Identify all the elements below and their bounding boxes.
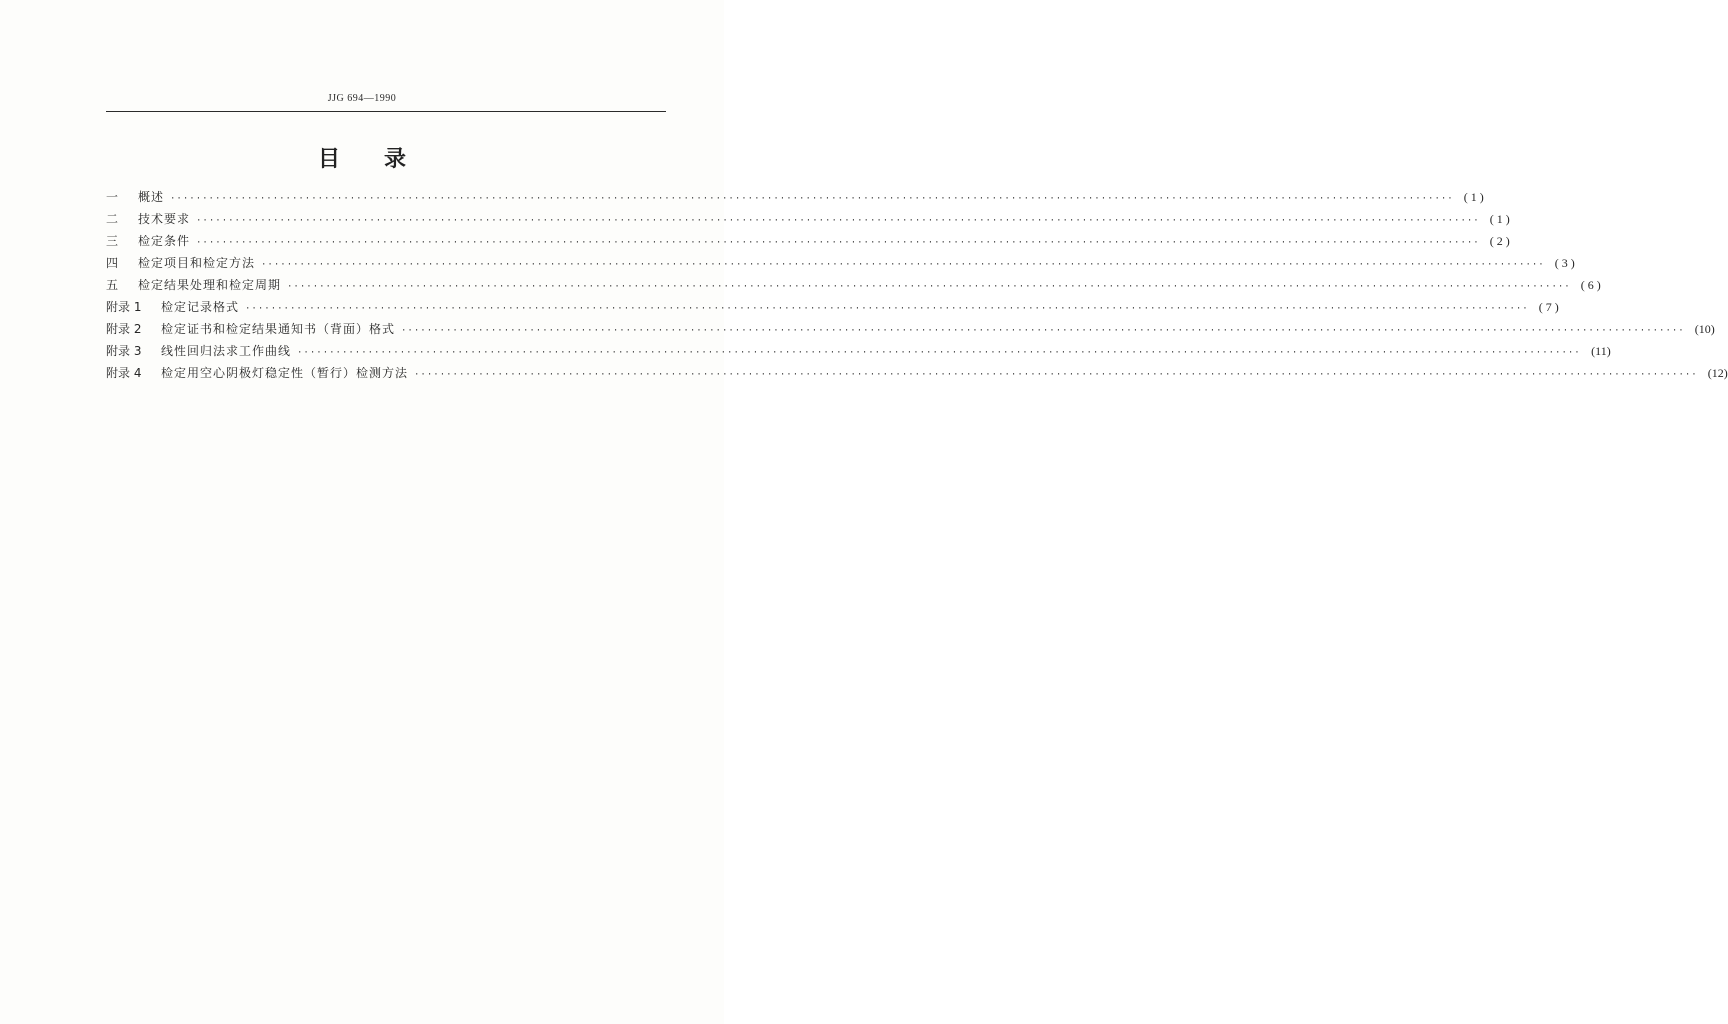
- dot-leader: ········································································································································································································: [196, 238, 1480, 248]
- dot-leader: ········································································································································································································: [170, 194, 1454, 204]
- toc-row-appendix-1[interactable]: [106, 298, 1559, 320]
- toc-page-number: ( 7 ): [1538, 300, 1559, 314]
- toc-title: 检定结果处理和检定周期: [138, 278, 282, 292]
- toc-number: 五: [106, 278, 119, 292]
- toc-row-4[interactable]: [106, 254, 1575, 276]
- toc-title: 概述: [138, 190, 165, 204]
- toc-row-2[interactable]: [106, 210, 1510, 232]
- toc-number: 二: [106, 212, 119, 226]
- toc-row-1[interactable]: [106, 188, 1484, 210]
- dot-leader: ········································································································································································································: [196, 216, 1480, 226]
- toc-page-number: (11): [1591, 344, 1611, 358]
- table-of-contents: [106, 188, 1728, 386]
- toc-page-number: ( 6 ): [1580, 278, 1601, 292]
- dot-leader: ········································································································································································································: [261, 260, 1545, 270]
- toc-number: 三: [106, 234, 119, 248]
- toc-row-appendix-2[interactable]: [106, 320, 1715, 342]
- toc-row-appendix-3[interactable]: [106, 342, 1611, 364]
- toc-title: 检定记录格式: [161, 300, 240, 314]
- dot-leader: ········································································································································································································: [297, 348, 1581, 358]
- toc-number: 附录 2: [106, 322, 142, 336]
- title-char-2: 录: [384, 147, 407, 172]
- dot-leader: ········································································································································································································: [414, 370, 1698, 380]
- page-title: [0, 142, 724, 173]
- toc-row-appendix-4[interactable]: [106, 364, 1728, 386]
- toc-number: 一: [106, 190, 119, 204]
- dot-leader: ········································································································································································································: [245, 304, 1529, 314]
- toc-title: 检定用空心阴极灯稳定性（暂行）检测方法: [161, 366, 409, 380]
- header-rule: [106, 111, 666, 112]
- toc-page-number: ( 1 ): [1489, 212, 1510, 226]
- toc-title: 检定证书和检定结果通知书（背面）格式: [161, 322, 396, 336]
- toc-page-number: (10): [1694, 322, 1715, 336]
- toc-page-number: ( 1 ): [1463, 190, 1484, 204]
- toc-row-5[interactable]: [106, 276, 1601, 298]
- toc-number: 附录 4: [106, 366, 142, 380]
- toc-page-number: (12): [1707, 366, 1728, 380]
- toc-title: 技术要求: [138, 212, 191, 226]
- toc-title: 检定项目和检定方法: [138, 256, 256, 270]
- toc-number: 四: [106, 256, 119, 270]
- standard-code: JJG 694—1990: [327, 93, 397, 104]
- dot-leader: ········································································································································································································: [287, 282, 1571, 292]
- toc-number: 附录 3: [106, 344, 142, 358]
- toc-title: 检定条件: [138, 234, 191, 248]
- toc-title: 线性回归法求工作曲线: [161, 344, 292, 358]
- dot-leader: ········································································································································································································: [401, 326, 1685, 336]
- title-char-1: 目: [317, 147, 340, 172]
- toc-page-number: ( 2 ): [1489, 234, 1510, 248]
- toc-row-3[interactable]: [106, 232, 1510, 254]
- toc-page-number: ( 3 ): [1554, 256, 1575, 270]
- toc-number: 附录 1: [106, 300, 142, 314]
